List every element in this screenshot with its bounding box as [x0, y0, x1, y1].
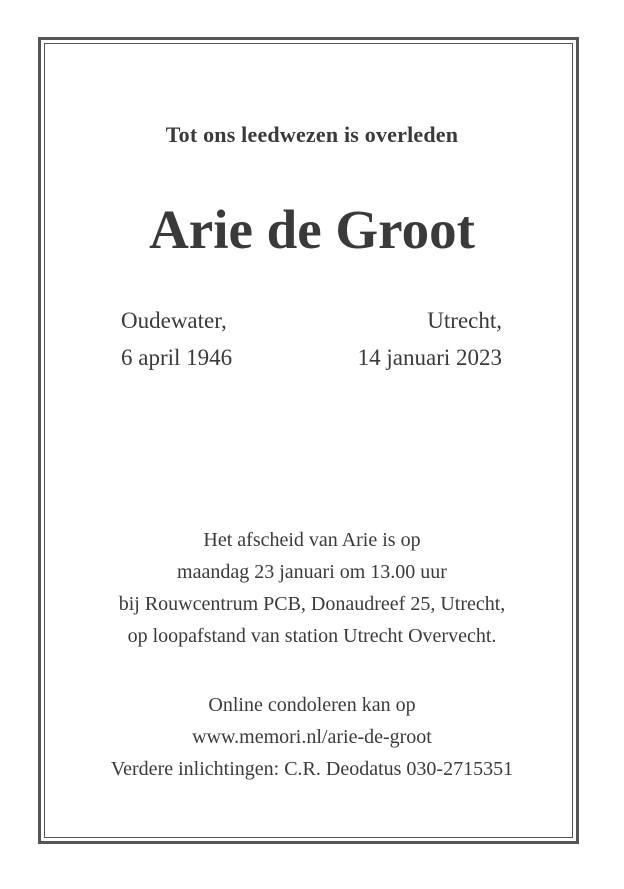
- condolence-line: Online condoleren kan op: [208, 694, 416, 716]
- funeral-line: maandag 23 januari om 13.00 uur: [177, 561, 447, 583]
- funeral-line: Het afscheid van Arie is op: [203, 529, 421, 551]
- birth-date: 6 april 1946: [121, 345, 233, 370]
- deceased-name: Arie de Groot: [149, 199, 475, 260]
- death-date: 14 januari 2023: [357, 345, 502, 370]
- death-place: Utrecht,: [427, 308, 502, 333]
- funeral-line: op loopafstand van station Utrecht Overvecht.: [127, 625, 497, 647]
- birth-info: [121, 302, 232, 376]
- funeral-details: [0, 524, 624, 652]
- condolence-url[interactable]: www.memori.nl/arie-de-groot: [192, 726, 432, 748]
- condolence-details: [0, 689, 624, 785]
- funeral-line: bij Rouwcentrum PCB, Donaudreef 25, Utrecht,: [118, 593, 506, 615]
- notice-heading: Tot ons leedwezen is overleden: [165, 122, 459, 147]
- contact-info: Verdere inlichtingen: C.R. Deodatus 030-2715351: [110, 758, 514, 780]
- birth-place: Oudewater,: [121, 308, 227, 333]
- death-info: [358, 302, 502, 376]
